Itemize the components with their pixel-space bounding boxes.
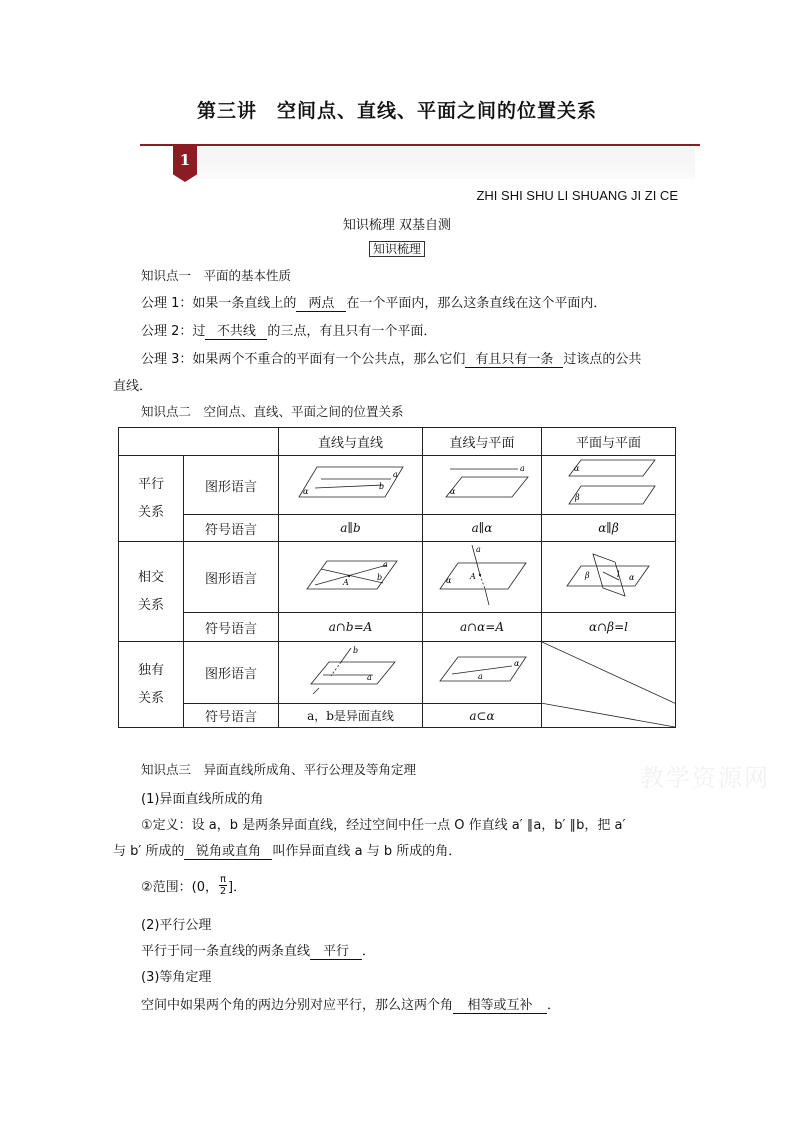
s3-pre: 空间中如果两个角的两边分别对应平行，那么这两个角 bbox=[141, 998, 454, 1013]
table-header: 直线与直线 bbox=[279, 428, 423, 456]
diagram-parallel-lines bbox=[291, 463, 411, 503]
sub-label-symbol: 符号语言 bbox=[184, 704, 279, 728]
axiom-1-blank: 两点 bbox=[296, 297, 346, 312]
label-alpha: α bbox=[302, 487, 308, 496]
table-header: 平面与平面 bbox=[542, 428, 676, 456]
label-a: a bbox=[382, 560, 388, 569]
table-row bbox=[119, 515, 676, 542]
range-line bbox=[141, 876, 246, 899]
label-a: a bbox=[478, 671, 483, 681]
label-alpha: α bbox=[450, 487, 456, 496]
table-header-row bbox=[119, 428, 676, 456]
diagram-intersecting-lines bbox=[301, 555, 401, 595]
label-a: a bbox=[476, 545, 481, 554]
s3-statement bbox=[141, 994, 560, 1014]
figure-line-line-parallel bbox=[279, 456, 423, 515]
s3-post: ． bbox=[547, 998, 561, 1013]
diagram-line-in-plane bbox=[432, 651, 532, 691]
definition-post: 叫作异面直线 a 与 b 所成的角． bbox=[272, 844, 462, 859]
label-l: l bbox=[616, 570, 620, 579]
symbol-cell: a∩b=A bbox=[279, 613, 423, 642]
section-band bbox=[175, 147, 695, 179]
label-a: a bbox=[366, 672, 372, 682]
section-badge-number: 1 bbox=[179, 151, 191, 169]
s3-title: (3)等角定理 bbox=[141, 970, 212, 985]
figure-line-line-intersect bbox=[279, 542, 423, 613]
row-category bbox=[119, 456, 184, 542]
row-category-l2: 关系 bbox=[137, 690, 164, 706]
sub-label-symbol: 符号语言 bbox=[184, 613, 279, 642]
label-beta: β bbox=[574, 493, 580, 502]
definition-line-1: ①定义：设 a，b 是两条异面直线，经过空间中任一点 O 作直线 a′ ∥a，b′ ∥b，把 a′ bbox=[141, 818, 626, 833]
range-post: ]． bbox=[228, 880, 247, 895]
table-row bbox=[119, 456, 676, 515]
s2-post: ． bbox=[362, 944, 376, 959]
diagram-plane-plane-intersect bbox=[559, 550, 659, 600]
diagonal-slash bbox=[542, 642, 675, 727]
row-category-l1: 平行 bbox=[137, 476, 164, 492]
row-category-l1: 相交 bbox=[137, 569, 164, 585]
axiom-3-post: 过该点的公共 bbox=[563, 352, 642, 367]
symbol-cell: a⊂α bbox=[423, 704, 542, 728]
axiom-1 bbox=[141, 292, 606, 312]
table-row bbox=[119, 642, 676, 704]
s2-title: (2)平行公理 bbox=[141, 918, 212, 933]
table-header: 直线与平面 bbox=[423, 428, 542, 456]
s3-blank: 相等或互补 bbox=[453, 999, 547, 1014]
row-category-l1: 独有 bbox=[137, 662, 164, 678]
symbol-cell: α∥β bbox=[542, 515, 676, 542]
row-category-l2: 关系 bbox=[137, 504, 164, 520]
table-row bbox=[119, 542, 676, 613]
figure-line-plane-parallel bbox=[423, 456, 542, 515]
axiom-3 bbox=[141, 348, 641, 368]
axiom-3-pre: 公理 3：如果两个不重合的平面有一个公共点，那么它们 bbox=[141, 352, 466, 367]
axiom-1-post: 在一个平面内，那么这条直线在这个平面内． bbox=[346, 296, 607, 311]
figure-plane-plane-intersect bbox=[542, 542, 676, 613]
label-b: b bbox=[352, 645, 358, 655]
s1-title: (1)异面直线所成的角 bbox=[141, 792, 264, 807]
row-category bbox=[119, 642, 184, 728]
sub-label-figure: 图形语言 bbox=[184, 542, 279, 613]
label-A: A bbox=[342, 578, 349, 587]
watermark: 教学资源网 bbox=[640, 764, 770, 792]
page-title: 第三讲 空间点、直线、平面之间的位置关系 bbox=[196, 100, 597, 122]
label-b: b bbox=[376, 573, 382, 582]
axiom-1-pre: 公理 1：如果一条直线上的 bbox=[141, 296, 297, 311]
label-alpha: α bbox=[446, 576, 452, 585]
figure-line-in-plane bbox=[423, 642, 542, 704]
range-pre: ②范围：(0， bbox=[141, 880, 218, 895]
row-category bbox=[119, 542, 184, 642]
diagram-line-plane-parallel bbox=[432, 463, 532, 503]
sub-label-figure: 图形语言 bbox=[184, 456, 279, 515]
figure-plane-plane-parallel bbox=[542, 456, 676, 515]
range-fraction bbox=[219, 874, 227, 897]
label-A: A bbox=[470, 572, 476, 581]
symbol-cell: α∩β=l bbox=[542, 613, 676, 642]
label-a: a bbox=[392, 470, 398, 479]
range-numerator: π bbox=[220, 874, 227, 885]
s2-statement bbox=[141, 940, 375, 960]
diagram-plane-plane-parallel bbox=[559, 458, 659, 508]
sub-label-symbol: 符号语言 bbox=[184, 515, 279, 542]
axiom-2 bbox=[141, 320, 436, 340]
kp1-heading: 知识点一 平面的基本性质 bbox=[141, 268, 292, 283]
axiom-3-tail: 直线． bbox=[113, 379, 153, 394]
symbol-cell: a，b是异面直线 bbox=[279, 704, 423, 728]
section-subtitle bbox=[0, 240, 794, 257]
row-category-l2: 关系 bbox=[137, 597, 164, 613]
axiom-2-post: 的三点，有且只有一个平面． bbox=[267, 324, 437, 339]
label-alpha: α bbox=[573, 464, 579, 473]
symbol-cell: a∩α=A bbox=[423, 613, 542, 642]
label-beta: β bbox=[584, 571, 590, 580]
figure-skew-lines bbox=[279, 642, 423, 704]
axiom-2-pre: 公理 2：过 bbox=[141, 324, 206, 339]
section-pinyin: ZHI SHI SHU LI SHUANG JI ZI CE bbox=[476, 188, 678, 203]
s2-pre: 平行于同一条直线的两条直线 bbox=[141, 944, 311, 959]
table-row bbox=[119, 613, 676, 642]
section-rule bbox=[140, 144, 700, 146]
axiom-2-blank: 不共线 bbox=[205, 325, 267, 340]
empty-cell bbox=[542, 642, 676, 728]
section-title: 知识梳理 双基自测 bbox=[342, 218, 452, 233]
kp2-heading: 知识点二 空间点、直线、平面之间的位置关系 bbox=[141, 404, 404, 419]
figure-line-plane-intersect bbox=[423, 542, 542, 613]
definition-pre: 与 b′ 所成的 bbox=[113, 844, 185, 859]
table-corner bbox=[119, 428, 279, 456]
label-b: b bbox=[378, 482, 384, 491]
symbol-cell: a∥b bbox=[279, 515, 423, 542]
section-subtitle-text: 知识梳理 bbox=[369, 241, 425, 257]
sub-label-figure: 图形语言 bbox=[184, 642, 279, 704]
definition-line-2 bbox=[113, 840, 461, 860]
relations-table bbox=[118, 427, 676, 728]
diagram-skew-lines bbox=[301, 646, 401, 696]
range-denominator: 2 bbox=[219, 886, 227, 897]
s2-blank: 平行 bbox=[310, 945, 362, 960]
label-alpha: α bbox=[628, 573, 634, 582]
definition-blank: 锐角或直角 bbox=[184, 845, 272, 860]
label-a: a bbox=[520, 464, 525, 473]
diagram-line-plane-intersect bbox=[432, 543, 532, 607]
label-alpha: α bbox=[514, 658, 520, 668]
symbol-cell: a∥α bbox=[423, 515, 542, 542]
axiom-3-blank: 有且只有一条 bbox=[465, 353, 563, 368]
kp3-heading: 知识点三 异面直线所成角、平行公理及等角定理 bbox=[141, 762, 417, 777]
